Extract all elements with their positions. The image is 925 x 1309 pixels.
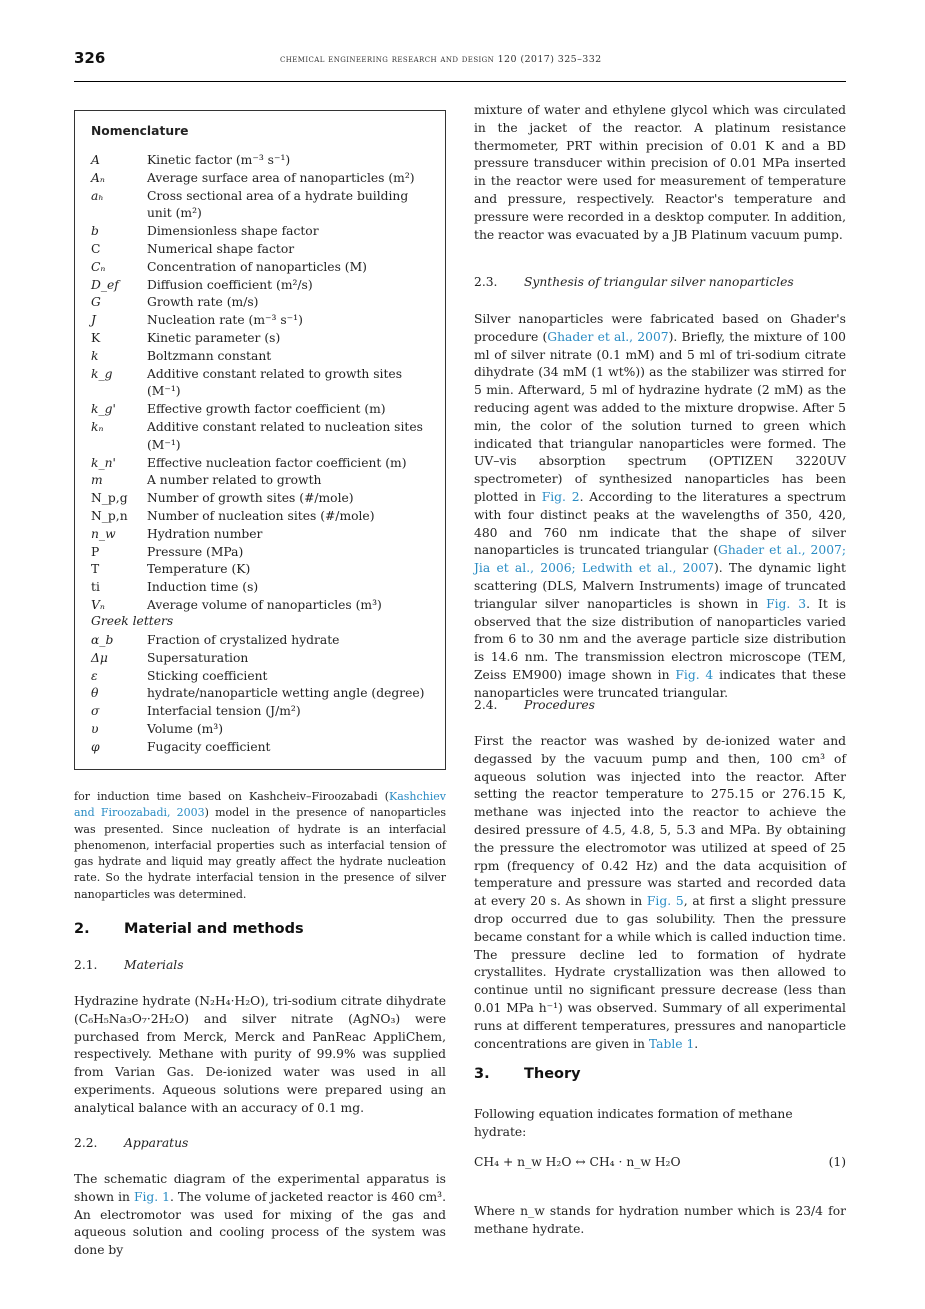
nomenclature-symbol: k (91, 348, 99, 363)
header-rule (74, 81, 846, 82)
nomenclature-symbol: N_p,n (91, 509, 128, 523)
theory-after-paragraph: Where n_w stands for hydration number which is 23/4 for methane hydrate. (474, 1204, 846, 1236)
greek-symbol: Δμ (91, 650, 108, 665)
greek-symbol: υ (91, 722, 99, 736)
nomenclature-symbol: k_n' (91, 455, 116, 470)
nomenclature-symbol: kₙ (91, 420, 104, 434)
nomenclature-definition: A number related to growth (147, 473, 322, 488)
equation-1 (474, 1155, 846, 1169)
synthesis-paragraph: Silver nanoparticles were fabricated based on Ghader's procedure (Ghader et al., 2007). Briefly, the mixture of 100 ml of silver nitrate (0.1 mM) and 5 ml of tri-sodium citrate dihydrate (34 mM (1 wt%)) as the stabilizer was stirred for 5 min. Afterward, 5 ml of hydrazine hydrate (2 mM) as the reducing agent was added to the mixture dropwise. After 5 min, the color of the solution turned to green which indicated that triangular nanoparticles were formed. The UV–vis absorption spectrum (OPTIZEN 3220UV spectrometer) of synthesized nanoparticles has been plotted in Fig. 2. According to the literatures a spectrum with four distinct peaks at the wavelengths of 350, 420, 480 and 760 nm indicate that the shape of silver nanoparticles is truncated triangular (Ghader et al., 2007; Jia et al., 2006; Ledwith et al., 2007). The dynamic light scattering (DLS, Malvern Instruments) image of truncated triangular silver nanoparticles is shown in Fig. 3. It is observed that the size distribution of nanoparticles varied from 6 to 30 nm and the average particle size distribution is 14.6 nm. The transmission electron microscope (TEM, Zeiss EM900) image shown in Fig. 4 indicates that these nanoparticles were truncated triangular. (474, 312, 847, 700)
nomenclature-symbol: k_g (91, 366, 113, 381)
nomenclature-symbol: ti (91, 580, 100, 595)
subsection-heading-2-2: 2.2. Apparatus (74, 1136, 189, 1150)
nomenclature-symbol: aₕ (91, 188, 104, 203)
nomenclature-symbol: G (91, 295, 101, 310)
citation-link[interactable]: Kashchiev and Firoozabadi, 2003 (74, 790, 446, 820)
nomenclature-symbol: Vₙ (91, 598, 105, 612)
nomenclature-symbol: A (91, 153, 100, 167)
citation-link[interactable]: Ghader et al., 2007 (547, 329, 669, 344)
greek-definition: Volume (m³) (147, 722, 224, 736)
nomenclature-definition: Average surface area of nanoparticles (m²) (147, 170, 415, 185)
nomenclature-definition: Number of growth sites (#/mole) (147, 491, 354, 506)
nomenclature-definition: Cross sectional area of a hydrate building unit (m²) (147, 188, 409, 221)
nomenclature-title: Nomenclature (91, 124, 189, 138)
nomenclature-symbol: T (91, 562, 100, 577)
nomenclature-symbol: N_p,g (91, 491, 128, 506)
theory-intro: Following equation indicates formation of methane hydrate: (474, 1107, 793, 1139)
nomenclature-symbol: b (91, 224, 99, 239)
fig1-link[interactable]: Fig. 1 (133, 1189, 171, 1204)
nomenclature-definition: Temperature (K) (147, 562, 251, 577)
nomenclature-definition: Induction time (s) (147, 580, 259, 595)
nomenclature-symbol: D_ef (91, 277, 119, 292)
greek-letters-title: Greek letters (91, 614, 174, 628)
fig4-link[interactable]: Fig. 4 (675, 667, 714, 682)
equation-body: CH₄ + n_w H₂O ↔ CH₄ · n_w H₂O (474, 1155, 681, 1169)
nomenclature-symbol: k_g' (91, 402, 116, 417)
greek-symbol: θ (91, 686, 99, 701)
subsection-heading-2-1: 2.1. Materials (74, 958, 184, 972)
nomenclature-definition: Concentration of nanoparticles (M) (147, 259, 367, 274)
nomenclature-definition: Kinetic factor (m⁻³ s⁻¹) (147, 153, 291, 167)
nomenclature-definition: Additive constant related to growth sites (M⁻¹) (147, 366, 403, 399)
greek-definition: hydrate/nanoparticle wetting angle (degree) (147, 686, 425, 701)
nomenclature-symbol: n_w (91, 526, 116, 541)
greek-symbol: φ (91, 739, 100, 754)
apparatus-continued-paragraph: mixture of water and ethylene glycol which was circulated in the jacket of the reactor. A platinum resistance thermometer, PRT within precision of 0.01 K and a BD pressure transducer within precision of 0.01 MPa inserted in the reactor were used for measurement of temperature and pressure, respectively. Reactor's temperature and pressure were recorded in a desktop computer. In addition, the reactor was evacuated by a JB Platinum vacuum pump. (474, 103, 846, 242)
nomenclature-definition: Number of nucleation sites (#/mole) (147, 509, 375, 523)
section-heading-2: 2. Material and methods (74, 921, 304, 937)
nomenclature-symbol: Aₙ (91, 170, 105, 185)
greek-symbol: ε (91, 668, 98, 683)
greek-definition: Supersaturation (147, 650, 249, 665)
nomenclature-definition: Diffusion coefficient (m²/s) (147, 277, 313, 292)
nomenclature-box (74, 110, 446, 770)
nomenclature-definition: Boltzmann constant (147, 348, 272, 363)
equation-number: (1) (828, 1155, 846, 1169)
apparatus-paragraph: The schematic diagram of the experimental apparatus is shown in Fig. 1. The volume of jacketed reactor is 460 cm³. An electromotor was used for mixing of the gas and aqueous solution and cooling process of the system was done by (74, 1172, 446, 1258)
section-heading-3: 3. Theory (474, 1066, 581, 1082)
table1-link[interactable]: Table 1 (648, 1036, 695, 1051)
nomenclature-symbol: J (91, 313, 96, 328)
greek-definition: Interfacial tension (J/m²) (147, 704, 301, 719)
nomenclature-definition: Pressure (MPa) (147, 544, 244, 559)
nomenclature-definition: Effective growth factor coefficient (m) (147, 402, 386, 417)
subsection-heading-2-3: 2.3. Synthesis of triangular silver nanoparticles (474, 275, 794, 289)
fig3-link[interactable]: Fig. 3 (766, 596, 807, 611)
page-number: 326 (74, 49, 106, 67)
fig5-link[interactable]: Fig. 5 (646, 894, 684, 909)
procedures-paragraph: First the reactor was washed by de-ionized water and degassed by the vacuum pump and then, 100 cm³ of aqueous solution was injected into the reactor. After setting the reactor temperature to 275.15 or 276.15 K, methane was injected into the reactor to achieve the desired pressure of 4.5, 4.8, 5, 5.3 and MPa. By obtaining the pressure the electromotor was utilized at speed of 25 rpm (frequency of 0.42 Hz) and the data acquisition of temperature and pressure was started and recorded data at every 20 s. As shown in Fig. 5, at first a slight pressure drop occurred due to gas solubility. Then the pressure became constant for a while which is called induction time. The pressure decline led to formation of hydrate crystallites. Hydrate crystallization was then allowed to continue until no significant pressure decrease (less than 0.01 MPa h⁻¹) was observed. Summary of all experimental runs at different temperatures, pressures and nanoparticle concentrations are given in Table 1. (474, 734, 846, 1051)
nomenclature-symbol: P (91, 544, 100, 559)
materials-paragraph: Hydrazine hydrate (N₂H₄·H₂O), tri-sodium citrate dihydrate (C₆H₅Na₃O₇·2H₂O) and silver nitrate (AgNO₃) were purchased from Merck, Merck and PanReac AppliChem, respectively. Methane with purity of 99.9% was supplied from Varian Gas. De-ionized water was used in all experiments. Aqueous solutions were prepared using an analytical balance with an accuracy of 0.1 mg. (74, 994, 446, 1115)
nomenclature-symbol: m (91, 473, 103, 488)
nomenclature-definition: Dimensionless shape factor (147, 224, 319, 239)
greek-definition: Fugacity coefficient (147, 739, 271, 754)
nomenclature-definition: Nucleation rate (m⁻³ s⁻¹) (147, 313, 303, 328)
nomenclature-definition: Hydration number (147, 526, 263, 541)
greek-definition: Sticking coefficient (147, 668, 268, 683)
citation-link[interactable]: Ghader et al., 2007; Jia et al., 2006; Ledwith et al., 2007 (474, 543, 846, 576)
fig2-link[interactable]: Fig. 2 (541, 489, 580, 504)
running-header: chemical engineering research and design 120 (2017) 325–332 (280, 54, 602, 65)
nomenclature-symbol: Cₙ (91, 259, 106, 274)
intro-tail-paragraph: for induction time based on Kashcheiv–Firoozabadi (Kashchiev and Firoozabadi, 2003) model in the presence of nanoparticles was presented. Since nucleation of hydrate is an interfacial phenomenon, interfacial properties such as interfacial tension of gas hydrate and liquid may greatly affect the hydrate nucleation rate. So the hydrate interfacial tension in the presence of silver nanoparticles was determined. (74, 790, 446, 901)
nomenclature-definition: Additive constant related to nucleation sites (M⁻¹) (147, 420, 423, 452)
nomenclature-definition: Kinetic parameter (s) (147, 331, 281, 345)
greek-symbol: σ (91, 704, 100, 719)
greek-symbol: α_b (91, 633, 114, 647)
subsection-heading-2-4: 2.4. Procedures (474, 698, 595, 712)
nomenclature-definition: Numerical shape factor (147, 242, 295, 256)
nomenclature-definition: Growth rate (m/s) (147, 295, 259, 310)
nomenclature-definition: Average volume of nanoparticles (m³) (147, 598, 382, 612)
nomenclature-symbol: C (91, 242, 101, 256)
greek-definition: Fraction of crystalized hydrate (147, 633, 340, 647)
nomenclature-symbol: K (91, 331, 101, 345)
nomenclature-definition: Effective nucleation factor coefficient (m) (147, 455, 407, 470)
